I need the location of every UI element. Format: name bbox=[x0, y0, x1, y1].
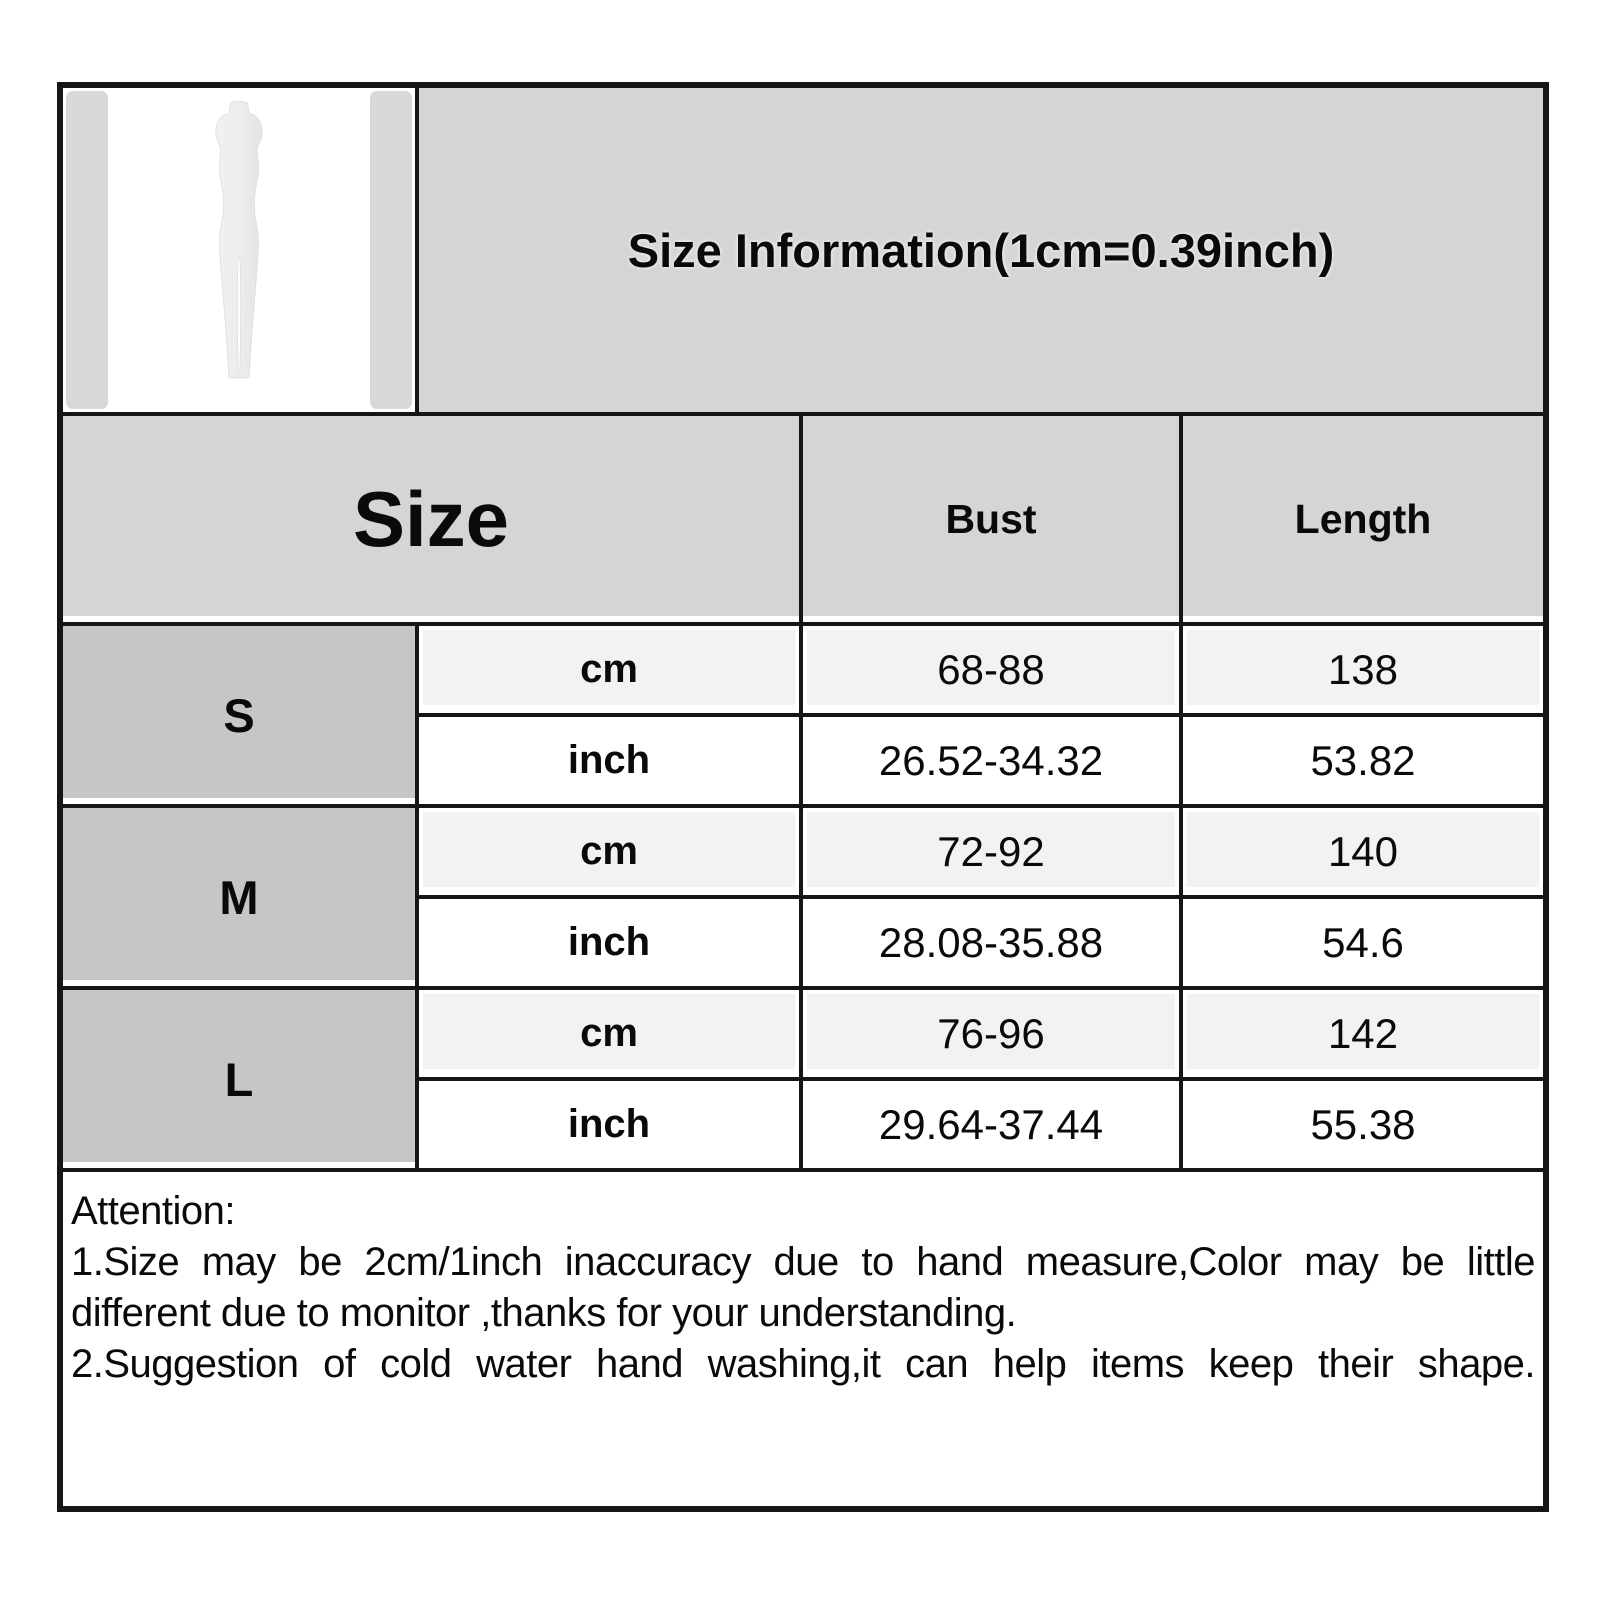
value-m-inch-length: 54.6 bbox=[1183, 899, 1543, 986]
col-header-bust: Bust bbox=[803, 416, 1179, 622]
unit-label-s-inch: inch bbox=[419, 717, 799, 804]
value-l-cm-length: 142 bbox=[1183, 990, 1543, 1077]
attention-line-2: different due to monitor ,thanks for your understanding. bbox=[71, 1291, 1017, 1335]
jumpsuit-silhouette-icon bbox=[189, 98, 289, 398]
value-l-inch-bust: 29.64-37.44 bbox=[803, 1081, 1179, 1168]
value-m-cm-bust: 72-92 bbox=[803, 808, 1179, 895]
size-label-s: S bbox=[63, 626, 415, 804]
unit-label-l-inch: inch bbox=[419, 1081, 799, 1168]
unit-label-m-inch: inch bbox=[419, 899, 799, 986]
size-chart-title: Size Information(1cm=0.39inch) bbox=[419, 88, 1543, 412]
attention-heading: Attention: bbox=[71, 1189, 236, 1233]
value-s-inch-bust: 26.52-34.32 bbox=[803, 717, 1179, 804]
attention-line-3: 2.Suggestion of cold water hand washing,it can help items keep their shape. bbox=[71, 1342, 1535, 1386]
value-l-inch-length: 55.38 bbox=[1183, 1081, 1543, 1168]
col-header-length: Length bbox=[1183, 416, 1543, 622]
size-label-m: M bbox=[63, 808, 415, 986]
product-thumbnail bbox=[63, 88, 415, 412]
size-label-l: L bbox=[63, 990, 415, 1168]
value-s-inch-length: 53.82 bbox=[1183, 717, 1543, 804]
value-m-cm-length: 140 bbox=[1183, 808, 1543, 895]
size-chart bbox=[57, 82, 1549, 1512]
value-s-cm-bust: 68-88 bbox=[803, 626, 1179, 713]
value-s-cm-length: 138 bbox=[1183, 626, 1543, 713]
attention-note bbox=[63, 1172, 1543, 1506]
col-header-size: Size bbox=[63, 416, 799, 622]
thumbnail-right-band bbox=[370, 91, 412, 409]
attention-line-1: 1.Size may be 2cm/1inch inaccuracy due to hand measure,Color may be little bbox=[71, 1240, 1535, 1284]
thumbnail-left-band bbox=[66, 91, 108, 409]
unit-label-l-cm: cm bbox=[419, 990, 799, 1077]
unit-label-m-cm: cm bbox=[419, 808, 799, 895]
value-l-cm-bust: 76-96 bbox=[803, 990, 1179, 1077]
value-m-inch-bust: 28.08-35.88 bbox=[803, 899, 1179, 986]
unit-label-s-cm: cm bbox=[419, 626, 799, 713]
